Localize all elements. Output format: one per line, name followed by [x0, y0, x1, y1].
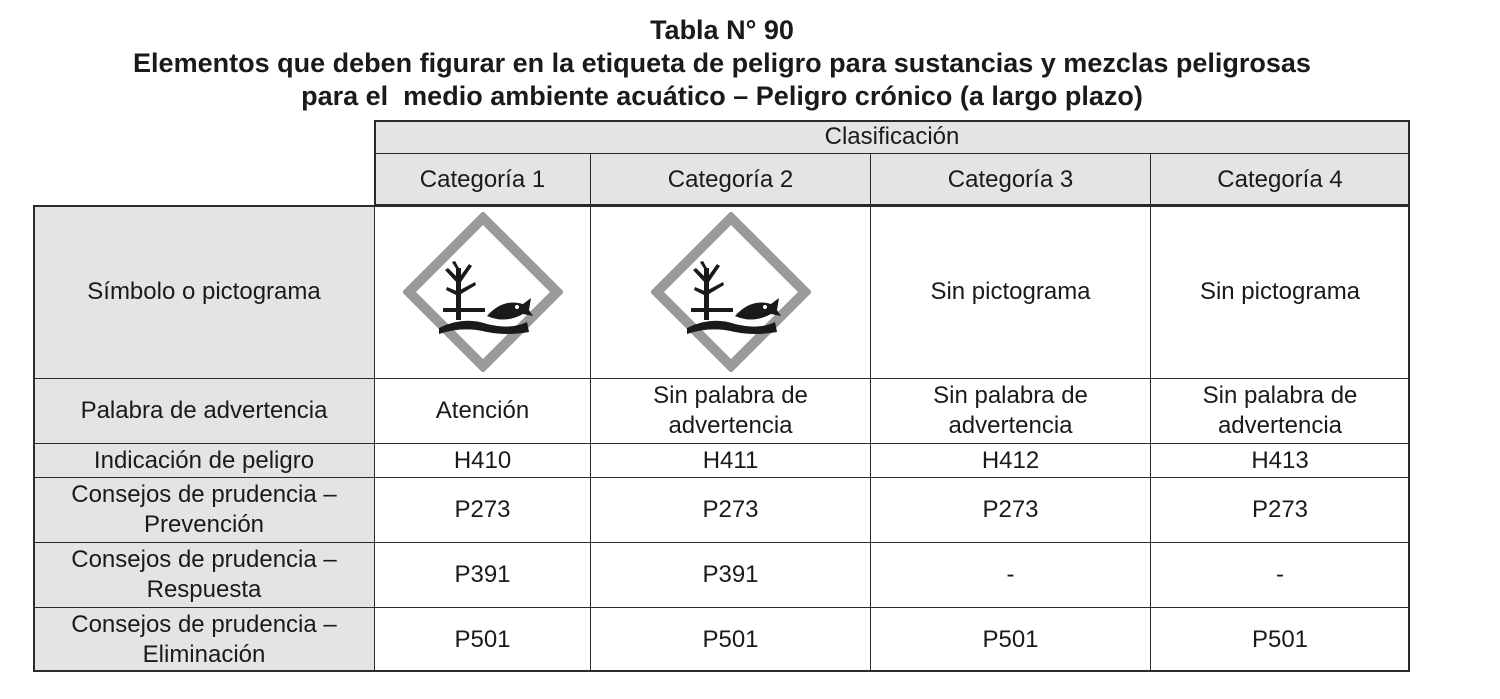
- category-1-header: [374, 153, 591, 206]
- row-label-signal-word: [33, 378, 375, 444]
- row-label-disposal: [33, 607, 375, 672]
- prevention-value: P273: [1251, 496, 1309, 523]
- row-label-prevention: [33, 477, 375, 543]
- row-label-hazard-statement: [33, 443, 375, 478]
- prevention-cat3: [870, 477, 1151, 543]
- response-cat1: [374, 542, 591, 608]
- row-label-response-text: Consejos de prudencia – Respuesta: [71, 546, 337, 603]
- category-4-header: [1150, 153, 1410, 206]
- hazard-statement-cat2: [590, 443, 871, 478]
- response-value: P391: [702, 561, 759, 588]
- category-2-header-text: Categoría 2: [667, 165, 794, 193]
- response-value: P391: [454, 561, 511, 588]
- table-subtitle-line-1: Elementos que deben figurar en la etiqueta de peligro para sustancias y mezclas peligrosas: [133, 48, 1311, 78]
- environment-hazard-icon: [651, 212, 811, 372]
- prevention-value: P273: [454, 496, 511, 523]
- symbol-cell-cat2: [590, 205, 871, 379]
- no-pictogram-text: Sin pictograma: [1199, 278, 1361, 305]
- disposal-value: P501: [982, 625, 1039, 653]
- row-label-response: [33, 542, 375, 608]
- hazard-statement-value: H410: [453, 446, 512, 474]
- response-value: -: [1276, 561, 1284, 588]
- category-1-header-text: Categoría 1: [419, 165, 546, 193]
- table-title: Tabla N° 90: [650, 15, 794, 45]
- hazard-statement-value: H412: [981, 446, 1040, 474]
- hazard-statement-cat3: [870, 443, 1151, 478]
- row-label-symbol: [33, 205, 375, 379]
- signal-word-cat3: [870, 378, 1151, 444]
- signal-word-cat2: [590, 378, 871, 444]
- hazard-statement-cat4: [1150, 443, 1410, 478]
- disposal-cat4: [1150, 607, 1410, 672]
- category-4-header-text: Categoría 4: [1217, 165, 1343, 193]
- signal-word-value: Sin palabra de advertencia: [933, 382, 1088, 439]
- environment-hazard-icon: [403, 212, 563, 372]
- prevention-value: P273: [702, 496, 759, 523]
- disposal-cat1: [374, 607, 591, 672]
- row-label-hazard-statement-text: Indicación de peligro: [93, 446, 315, 474]
- table-subtitle-line-2: para el medio ambiente acuático – Peligro crónico (a largo plazo): [301, 81, 1143, 111]
- disposal-value: P501: [454, 625, 511, 653]
- classification-header-text: Clasificación: [824, 123, 960, 150]
- response-cat2: [590, 542, 871, 608]
- signal-word-value: Sin palabra de advertencia: [1202, 382, 1358, 439]
- response-cat4: [1150, 542, 1410, 608]
- no-pictogram-text: Sin pictograma: [930, 278, 1091, 305]
- signal-word-value: Atención: [435, 397, 530, 424]
- disposal-value: P501: [702, 625, 759, 653]
- hazard-statement-cat1: [374, 443, 591, 478]
- disposal-cat2: [590, 607, 871, 672]
- category-3-header-text: Categoría 3: [947, 165, 1074, 193]
- response-cat3: [870, 542, 1151, 608]
- signal-word-cat4: [1150, 378, 1410, 444]
- row-label-prevention-text: Consejos de prudencia – Prevención: [71, 481, 337, 538]
- row-label-signal-word-text: Palabra de advertencia: [80, 397, 328, 424]
- symbol-cell-cat3: [870, 205, 1151, 379]
- row-label-symbol-text: Símbolo o pictograma: [87, 278, 321, 305]
- disposal-cat3: [870, 607, 1151, 672]
- symbol-cell-cat1: [374, 205, 591, 379]
- prevention-cat4: [1150, 477, 1410, 543]
- prevention-cat2: [590, 477, 871, 543]
- hazard-statement-value: H411: [702, 446, 759, 474]
- disposal-value: P501: [1251, 625, 1309, 653]
- row-label-disposal-text: Consejos de prudencia – Eliminación: [71, 610, 337, 668]
- category-2-header: [590, 153, 871, 206]
- response-value: -: [1006, 561, 1015, 588]
- prevention-value: P273: [982, 496, 1039, 523]
- signal-word-cat1: [374, 378, 591, 444]
- prevention-cat1: [374, 477, 591, 543]
- classification-header: [374, 120, 1410, 154]
- symbol-cell-cat4: [1150, 205, 1410, 379]
- hazard-statement-value: H413: [1251, 446, 1309, 474]
- category-3-header: [870, 153, 1151, 206]
- signal-word-value: Sin palabra de advertencia: [653, 382, 808, 439]
